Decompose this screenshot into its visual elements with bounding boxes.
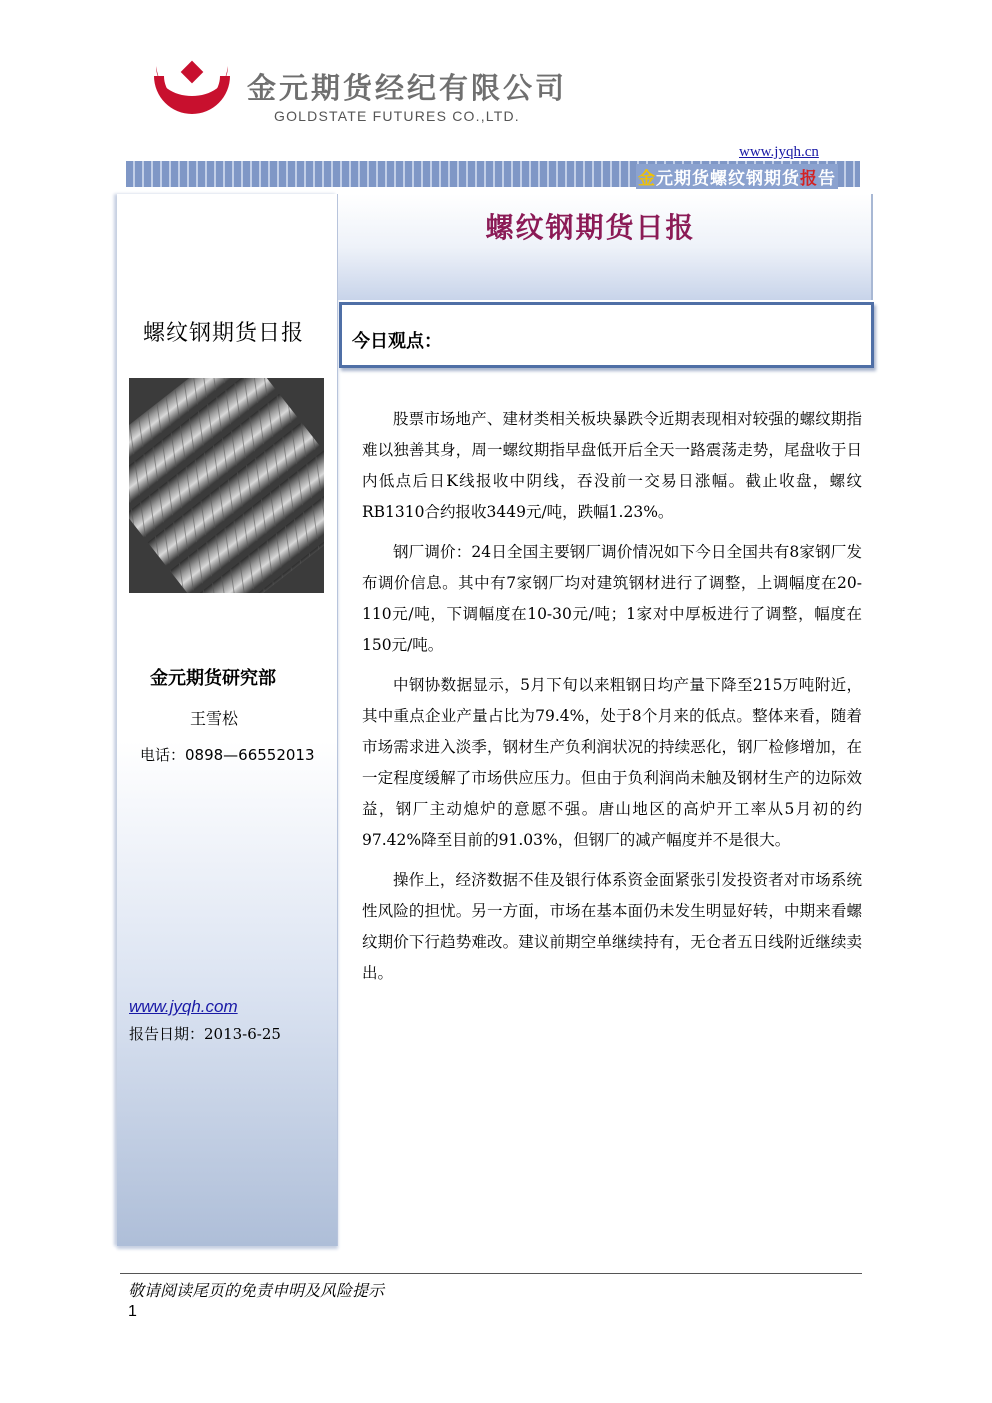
page-number: 1 [128, 1303, 137, 1320]
footer-disclaimer: 敬请阅读尾页的免责申明及风险提示 [128, 1281, 385, 1300]
report-date: 报告日期：2013-6-25 [129, 1025, 281, 1043]
analyst-name: 王雪松 [190, 709, 239, 728]
research-department: 金元期货研究部 [150, 668, 276, 689]
body-paragraph: 中钢协数据显示，5月下旬以来粗钢日均产量下降至215万吨附近，其中重点企业产量占比为79.4%，处于8个月来的低点。整体来看，随着市场需求进入淡季，钢材生产负利润状况的持续恶化，钢厂检修增加，在一定程度缓解了市场供应压力。但由于负利润尚未触及钢材生产的边际效益，钢厂主动熄炉的意愿不强。唐山地区的高炉开工率从5月初的约97.42%降至目前的91.03%，但钢厂的减产幅度并不是很大。 [362, 676, 862, 849]
page-title: 螺纹钢期货日报 [485, 211, 696, 244]
company-name-cn: 金元期货经纪有限公司 [247, 71, 568, 105]
contact-phone: 电话：0898—66552013 [140, 746, 315, 764]
todays-view-label: 今日观点： [352, 331, 442, 352]
company-logo-icon [150, 56, 234, 136]
website-link-sidebar[interactable]: www.jyqh.com [129, 997, 238, 1016]
rebar-photo [129, 378, 324, 593]
body-paragraph: 股票市场地产、建材类相关板块暴跌令近期表现相对较强的螺纹期指难以独善其身，周一螺纹期指早盘低开后全天一路震荡走势，尾盘收于日内低点后日K线报收中阴线，吞没前一交易日涨幅。截止收盘，螺纹RB1310合约报收3449元/吨，跌幅1.23%。 [362, 410, 862, 521]
banner-title-part2: 元期货螺纹钢期货 [656, 169, 800, 189]
footer-divider [120, 1273, 862, 1274]
banner-title-part3: 报 [800, 169, 818, 189]
body-paragraph: 钢厂调价：24日全国主要钢厂调价情况如下今日全国共有8家钢厂发布调价信息。其中有7家钢厂均对建筑钢材进行了调整，上调幅度在20-110元/吨，下调幅度在10-30元/吨；1家对中厚板进行了调整，幅度在150元/吨。 [362, 543, 862, 654]
banner-title [636, 164, 838, 189]
website-link-header[interactable]: www.jyqh.cn [739, 144, 819, 160]
banner-title-part1: 金 [638, 169, 656, 189]
sidebar-title: 螺纹钢期货日报 [143, 321, 305, 346]
body-paragraph: 操作上，经济数据不佳及银行体系资金面紧张引发投资者对市场系统性风险的担忧。另一方面，市场在基本面仍未发生明显好转，中期来看螺纹期价下行趋势难改。建议前期空单继续持有，无仓者五日线附近继续卖出。 [362, 871, 862, 982]
banner-title-part4: 告 [818, 169, 836, 189]
report-body [362, 404, 862, 998]
company-name-en: GOLDSTATE FUTURES CO.,LTD. [274, 108, 520, 124]
